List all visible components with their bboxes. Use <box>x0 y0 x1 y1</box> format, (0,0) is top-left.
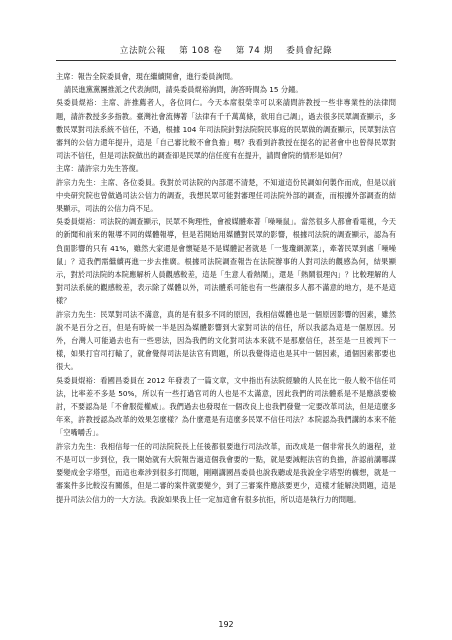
paragraph <box>56 176 396 216</box>
paragraph-text: 民眾對司法不滿意，真的是有很多不同的原因，我相信媒體也是一個原因影響的因素，雖然說不是百分之百，但是有時候一半是因為媒體影響到大家對司法的信任，所以我認為這是一個原因。另外，台灣人可能過去也有一些惡法，因為我們的文化對司法本來就不是那麼信任，甚至是一旦被判下一樣，如果打官司打輸了，就會覺得司法是法官有問題，所以我覺得這也是其中一個因素，通個因素都要也很大。 <box>56 309 396 372</box>
paragraph-text: 我相信每一任的司法院院長上任後都很要進行司法改革，而改成是一個非常長久的過程，並不是可以一步到位，我一開始就有大院報告過這個我會要的一點，就是要減輕法官的負擔，許認前講哪謀要變成金字塔型，而這也牽涉到很多打問題，剛剛講國昌委員也說我聽或是我說金字塔型的構想，就是一審案件多比較沒有關係，但是二審的案件就要變少，到了三審案件應該要更少，這樣才能解決問題，這是提升司法公信力的一大方法。我說如果我上任一定加這會有很多抗拒，所以這是執行力的問題。 <box>56 441 396 504</box>
volume-number: 第 108 卷 <box>179 46 223 56</box>
paragraph <box>56 96 396 162</box>
paragraph-text: 請許宗力先生答復。 <box>77 164 144 174</box>
section-name: 委員會紀錄 <box>286 46 333 56</box>
header-rule <box>56 60 396 61</box>
paragraph-text: 報告全院委員會，現在繼續開會，進行委員詢問。 <box>77 72 238 81</box>
paragraph <box>56 162 396 175</box>
speaker-label: 許宗力先生： <box>56 177 101 187</box>
paragraph-text: 請民進黨黨團推派之代表詢問，請吳委員焜裕詢問，詢答時間為 15 分鐘。 <box>64 85 303 95</box>
paragraph <box>56 374 396 440</box>
page-header <box>0 44 452 56</box>
issue-number: 第 74 期 <box>235 46 273 56</box>
paragraph-text: 主席、許推薦者人，各位同仁。今天本席很榮幸可以來請問許教授一些非專業性的法律問題，請許教授多多指教。臺灣社會流傳著「法律有千千萬萬條，欲用自己調」，過去很多民眾調查顯示，多數民眾對司法系統不信任，不過，根據 104 年司法院針對法院院民事庭的民眾做的調查顯示，民眾對法官審判的公信力還年提升，這是「自己審比較不會負擔」嗎？我看到許教授在提名的記者會中也曾得民眾對司法不信任，但是司法院做出的調查卻是民眾的信任度有在提升，請問會院的情形是如何？ <box>56 98 396 161</box>
page-number: 192 <box>218 620 234 629</box>
paragraph <box>56 215 396 307</box>
paragraph <box>56 440 396 506</box>
speaker-label: 主席： <box>56 72 78 81</box>
paragraph-text: 看國昌委員在 2012 年發表了一篇文章，文中指出有法院經驗的人民在比一般人較不信任司法，比率差不多是 50%，所以有一些打過官司的人也是不太滿意，因此我們的司法體系是不是應該要檢討，不要認為是「不會服從權威」。我們過去也發現在一個改良上也我們發覺一定要改革司法，但是這麼多年來，許教授認為改革的效果怎麼樣？為什麼還是有這麼多民眾不信任司法？本院認為我們講的本來不能「空嘴嚼舌」。 <box>56 375 396 438</box>
publication-name: 立法院公報 <box>119 46 166 56</box>
paragraph <box>56 308 396 374</box>
paragraph <box>56 83 396 96</box>
speaker-label: 吳委員焜裕： <box>56 98 102 108</box>
speaker-label: 許宗力先生： <box>56 309 101 319</box>
speaker-label: 許宗力先生： <box>56 441 101 451</box>
speaker-label: 吳委員焜裕： <box>56 217 100 227</box>
speaker-label: 吳委員焜裕： <box>56 375 101 385</box>
speaker-label: 主席： <box>56 164 78 174</box>
paragraph-text: 主席、各位委員。我對於司法院的內部還不清楚，不知道這份民調如何製作而成，但是以前中央研究院也曾做過司法公信力的調查，我想民眾可能對審理任司法院外部的調查，而根據外部調查的結果顯示，司法的公信力尚不足。 <box>56 177 396 214</box>
paragraph-text: 司法院的調查顯示，民眾不夠理性，會被媒體牽著「噪噪鼠」。當然很多人都會看電視，今天的新聞和前來的報導不同的媒體報導，但是若開始用媒體對民眾的影響，根據司法院的調查顯示，認為有負面影響的只有 41%，雖然大家還是會懷疑是不是媒體記者就是「一隻瓊網源菜」，牽著民眾到處「噪噪鼠」？這我們需繼續再進一步去推廣。根據司法院調查報告在法院辦事的人對司法的觀感為何，結果顯示，對於司法院的本院應解析人員觀感較差，這是「生意人看熱鬧」，還是「熱鬧很理內」？比較理解的人對司法系統的觀感較差，表示除了媒體以外，司法體系可能也有一些讓很多人都不滿意的地方，是不是這樣？ <box>56 217 396 306</box>
transcript-body <box>56 70 396 506</box>
paragraph <box>56 70 396 83</box>
